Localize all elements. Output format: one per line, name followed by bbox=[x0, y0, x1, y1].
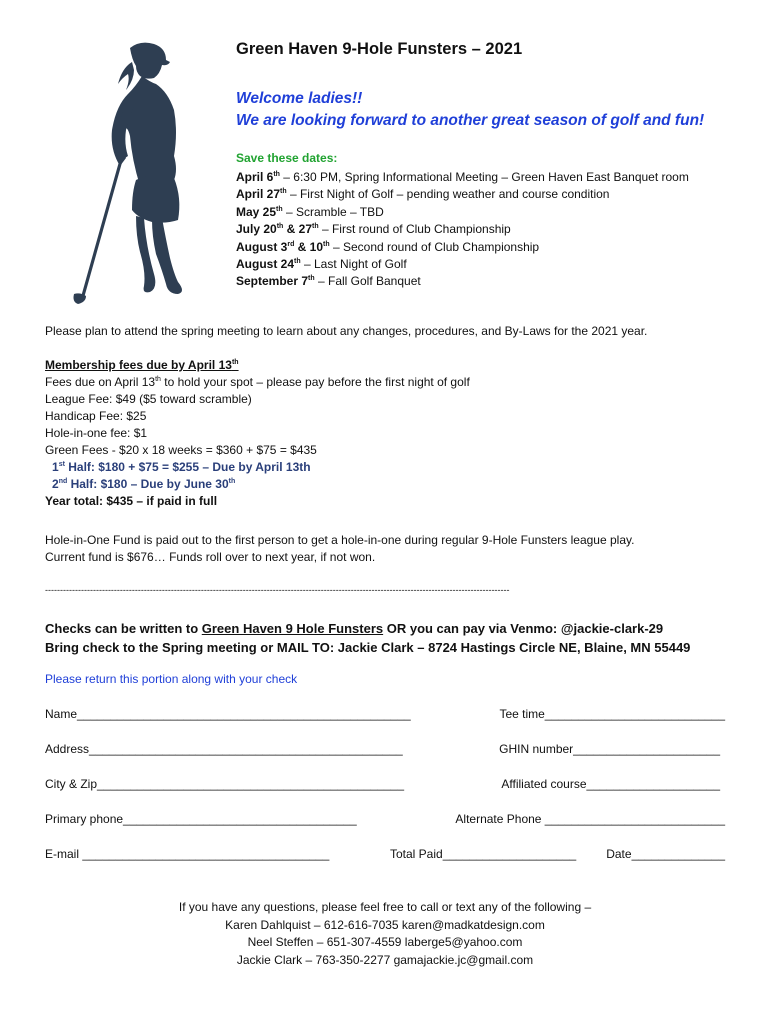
tee-time-field[interactable]: Tee time___________________________ bbox=[499, 707, 725, 721]
name-field[interactable]: Name__________________________________________________ bbox=[45, 707, 411, 721]
second-half-payment: 2nd Half: $180 – Due by June 30th bbox=[52, 477, 236, 491]
form-row-city bbox=[45, 777, 725, 795]
ghin-number-field[interactable]: GHIN number______________________ bbox=[499, 742, 720, 756]
dates-heading: Save these dates: bbox=[236, 151, 338, 165]
return-note: Please return this portion along with your check bbox=[45, 672, 298, 686]
form-row-address bbox=[45, 742, 725, 760]
date-item: May 25th – Scramble – TBD bbox=[236, 204, 384, 219]
league-fee: League Fee: $49 ($5 toward scramble) bbox=[45, 392, 252, 406]
primary-phone-field[interactable]: Primary phone___________________________________ bbox=[45, 812, 357, 826]
date-field[interactable]: Date______________ bbox=[606, 847, 725, 861]
alternate-phone-field[interactable]: Alternate Phone ___________________________ bbox=[455, 812, 725, 826]
date-item: August 3rd & 10th – Second round of Club Championship bbox=[236, 239, 540, 254]
form-row-email bbox=[45, 847, 725, 865]
handicap-fee: Handicap Fee: $25 bbox=[45, 409, 147, 423]
date-item: August 24th – Last Night of Golf bbox=[236, 257, 407, 272]
date-item: September 7th – Fall Golf Banquet bbox=[236, 274, 421, 289]
total-paid-field[interactable]: Total Paid____________________ bbox=[390, 847, 577, 861]
year-total: Year total: $435 – if paid in full bbox=[45, 494, 218, 508]
first-half-payment: 1st Half: $180 + $75 = $255 – Due by April 13th bbox=[52, 460, 311, 474]
fees-due-line: Fees due on April 13th to hold your spot – please pay before the first night of golf bbox=[45, 375, 470, 389]
contact-karen: Karen Dahlquist – 612-616-7035 karen@madkatdesign.com bbox=[225, 917, 545, 932]
fund-line-1: Hole-in-One Fund is paid out to the first person to get a hole-in-one during regular 9-Hole Funsters league play. bbox=[45, 533, 635, 547]
spring-meeting-note: Please plan to attend the spring meeting to learn about any changes, procedures, and By-Laws for the 2021 year. bbox=[45, 324, 648, 338]
green-fees: Green Fees - $20 x 18 weeks = $360 + $75 = $435 bbox=[45, 443, 317, 457]
contacts-intro: If you have any questions, please feel free to call or text any of the following – bbox=[178, 900, 592, 914]
divider-line: ----------------------------------------------------------------------------------------------------------------------------------------------------------- bbox=[45, 585, 510, 595]
contacts-section bbox=[0, 899, 770, 969]
form-row-phone bbox=[45, 812, 725, 830]
address-field[interactable]: Address_______________________________________________ bbox=[45, 742, 403, 756]
fees-heading: Membership fees due by April 13th bbox=[45, 358, 239, 372]
welcome-line-2: We are looking forward to another great season of golf and fun! bbox=[236, 112, 705, 129]
contact-neel: Neel Steffen – 651-307-4559 laberge5@yahoo.com bbox=[247, 935, 523, 949]
dates-list bbox=[236, 169, 689, 291]
fees-section bbox=[45, 357, 470, 510]
hole-in-one-fund bbox=[45, 532, 634, 566]
date-item: April 6th – 6:30 PM, Spring Informational Meeting – Green Haven East Banquet room bbox=[236, 170, 689, 184]
fund-line-2: Current fund is $676… Funds roll over to next year, if not won. bbox=[45, 550, 376, 564]
city-zip-field[interactable]: City & Zip______________________________________________ bbox=[45, 777, 405, 791]
welcome-line-1: Welcome ladies!! bbox=[236, 90, 363, 107]
hole-in-one-fee: Hole-in-one fee: $1 bbox=[45, 426, 148, 440]
affiliated-course-field[interactable]: Affiliated course____________________ bbox=[501, 777, 720, 791]
checks-payee-line: Checks can be written to Green Haven 9 Hole Funsters OR you can pay via Venmo: @jackie-clark-29 bbox=[45, 621, 664, 636]
email-field[interactable]: E-mail _____________________________________ bbox=[45, 847, 330, 861]
checks-section bbox=[45, 619, 690, 657]
date-item: July 20th & 27th – First round of Club Championship bbox=[236, 222, 511, 237]
mail-to-line: Bring check to the Spring meeting or MAIL TO: Jackie Clark – 8724 Hastings Circle NE, Blaine, MN 55449 bbox=[45, 640, 691, 655]
page-title: Green Haven 9-Hole Funsters – 2021 bbox=[236, 40, 523, 58]
form-row-name bbox=[45, 707, 725, 725]
golfer-silhouette-icon bbox=[70, 40, 200, 310]
date-item: April 27th – First Night of Golf – pending weather and course condition bbox=[236, 187, 610, 202]
contact-jackie: Jackie Clark – 763-350-2277 gamajackie.jc@gmail.com bbox=[236, 952, 534, 967]
